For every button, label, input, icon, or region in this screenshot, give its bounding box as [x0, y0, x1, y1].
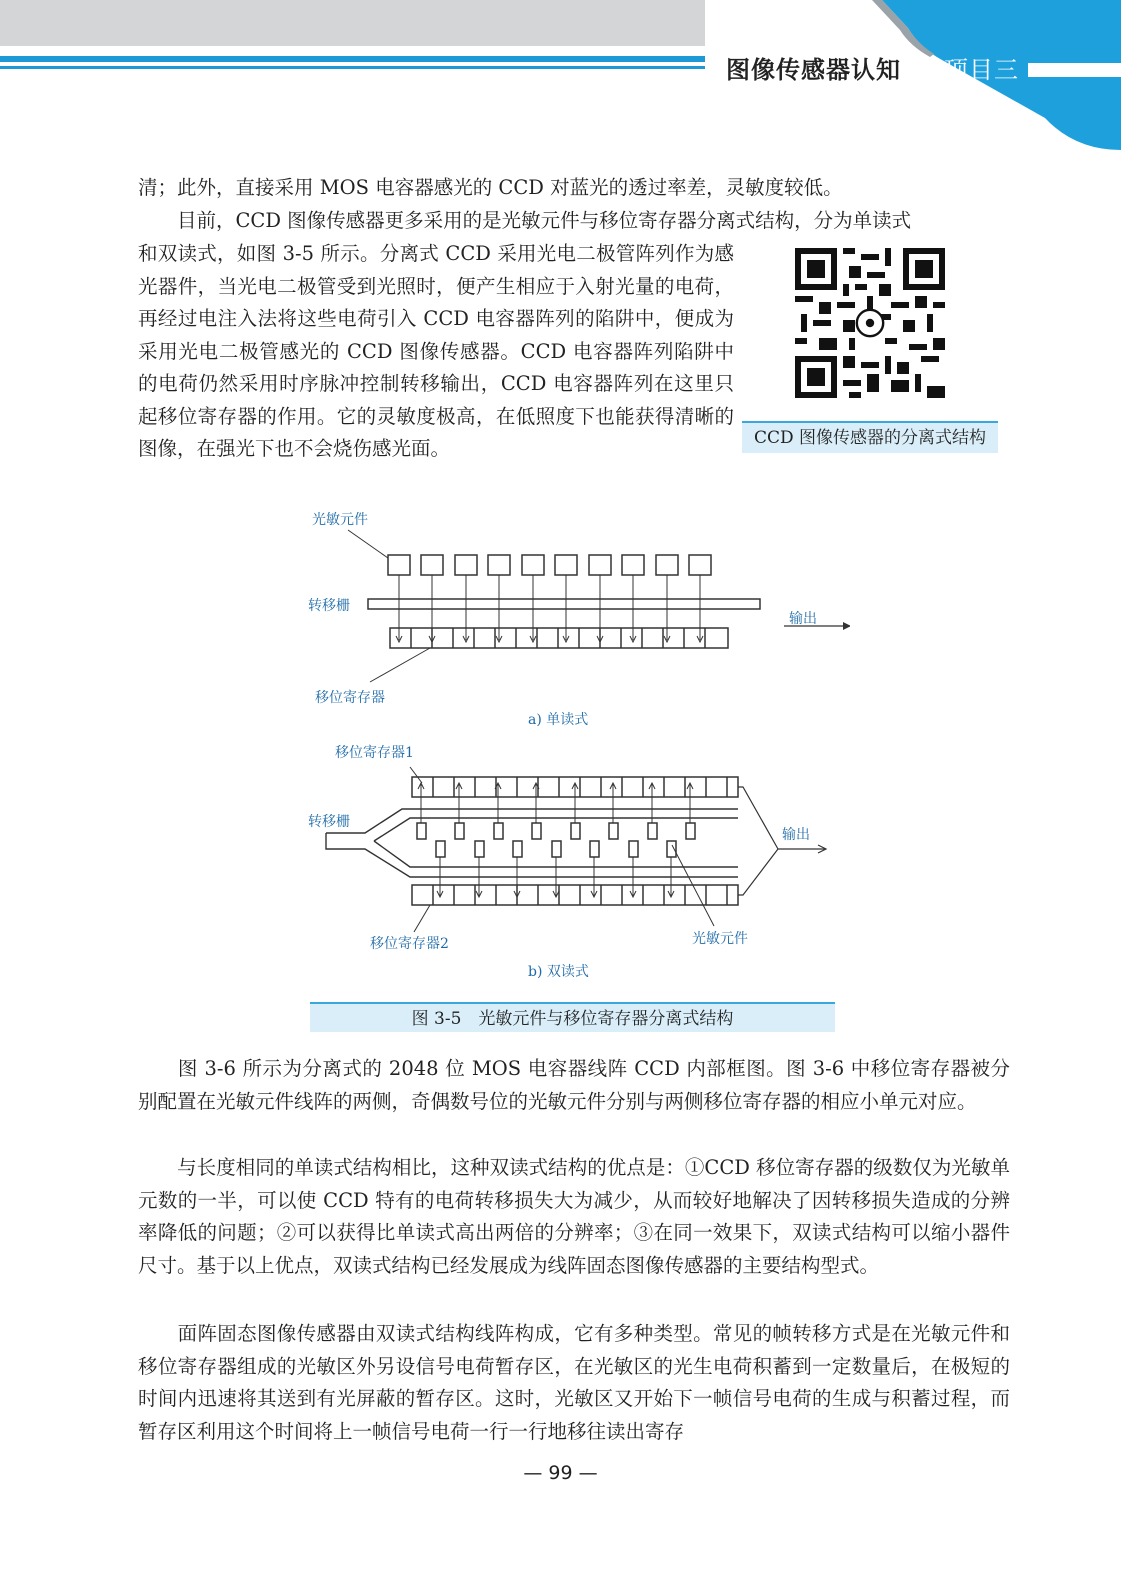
qr-caption: CCD 图像传感器的分离式结构: [742, 421, 998, 453]
photo-cell: [488, 555, 510, 575]
photo-cell: [555, 555, 577, 575]
label-shift-register-2: 移位寄存器2: [370, 936, 449, 952]
label-transfer-gate-b: 转移栅: [308, 814, 350, 830]
photo-cell: [656, 555, 678, 575]
label-shift-register-1: 移位寄存器1: [335, 745, 414, 761]
label-output-a: 输出: [789, 611, 817, 627]
paragraph-5: 面阵固态图像传感器由双读式结构线阵构成，它有多种类型。常见的帧转移方式是在光敏元件和移位寄存器组成的光敏区外另设信号电荷暂存区，在光敏区的光生电荷积蓄到一定数量后，在极短的时间内迅速将其送到有光屏蔽的暂存区。这时，光敏区又开始下一帧信号电荷的生成与积蓄过程，而暂存区利用这个时间将上一帧信号电荷一行一行地移往读出寄存: [138, 1322, 1010, 1443]
photo-cell: [689, 555, 711, 575]
figure-caption: 图 3-5 光敏元件与移位寄存器分离式结构: [310, 1002, 835, 1032]
photo-cell: [622, 555, 644, 575]
label-photo-element-a: 光敏元件: [312, 512, 368, 528]
label-transfer-gate-a: 转移栅: [308, 598, 350, 614]
photo-cell: [589, 555, 611, 575]
label-output-b: 输出: [782, 827, 810, 843]
transfer-gate: [368, 599, 760, 609]
header-blue-rule: [0, 56, 705, 62]
diagram-single-readout: [348, 530, 850, 682]
diagram-dual-readout: [326, 767, 826, 932]
project-label: 项目三: [944, 56, 1019, 84]
shift-register-2: [412, 885, 738, 905]
photo-cell: [455, 555, 477, 575]
page-number: — 99 —: [523, 1462, 598, 1484]
photo-cell: [522, 555, 544, 575]
photo-cell: [388, 555, 410, 575]
paragraph-3: 图 3-6 所示为分离式的 2048 位 MOS 电容器线阵 CCD 内部框图。图 3-6 中移位寄存器被分别配置在光敏元件线阵的两侧，奇偶数号位的光敏元件分别与两侧移位寄存器的相应小单元对应。: [138, 1057, 1010, 1113]
header-blue-rule-thin: [0, 66, 705, 69]
photo-cell: [421, 555, 443, 575]
chapter-title: 图像传感器认知: [726, 56, 901, 84]
label-shift-register-a: 移位寄存器: [315, 690, 385, 706]
paragraph-2: 和双读式，如图 3-5 所示。分离式 CCD 采用光电二极管阵列作为感光器件，当光电二极管受到光照时，便产生相应于入射光量的电荷，再经过电注入法将这些电荷引入 CCD 电容器阵列的陷阱中，便成为采用光电二极管感光的 CCD 图像传感器。CCD 电容器阵列陷阱中的电荷仍然采用时序脉冲控制转移输出，CCD 电容器阵列在这里只起移位寄存器的作用。它的灵敏度极高，在低照度下也能获得清晰的图像，在强光下也不会烧伤感光面。: [138, 242, 734, 460]
label-photo-element-b: 光敏元件: [692, 931, 748, 947]
paragraph-2-first-line: 目前，CCD 图像传感器更多采用的是光敏元件与移位寄存器分离式结构，分为单读式: [138, 209, 912, 232]
paragraph-1: 清；此外，直接采用 MOS 电容器感光的 CCD 对蓝光的透过率差，灵敏度较低。: [138, 176, 843, 199]
qr-code[interactable]: [795, 248, 945, 398]
paragraph-4: 与长度相同的单读式结构相比，这种双读式结构的优点是：①CCD 移位寄存器的级数仅为光敏单元数的一半，可以使 CCD 特有的电荷转移损失大为减少，从而较好地解决了因转移损失造成的分辨率降低的问题；②可以获得比单读式高出两倍的分辨率；③在同一效果下，双读式结构可以缩小器件尺寸。基于以上优点，双读式结构已经发展成为线阵固态图像传感器的主要结构型式。: [138, 1156, 1010, 1277]
subcaption-b: b) 双读式: [528, 964, 589, 980]
figure-3-5: [290, 500, 850, 995]
header-gray-band: [0, 0, 705, 46]
subcaption-a: a) 单读式: [528, 712, 589, 728]
shift-register: [390, 628, 728, 648]
